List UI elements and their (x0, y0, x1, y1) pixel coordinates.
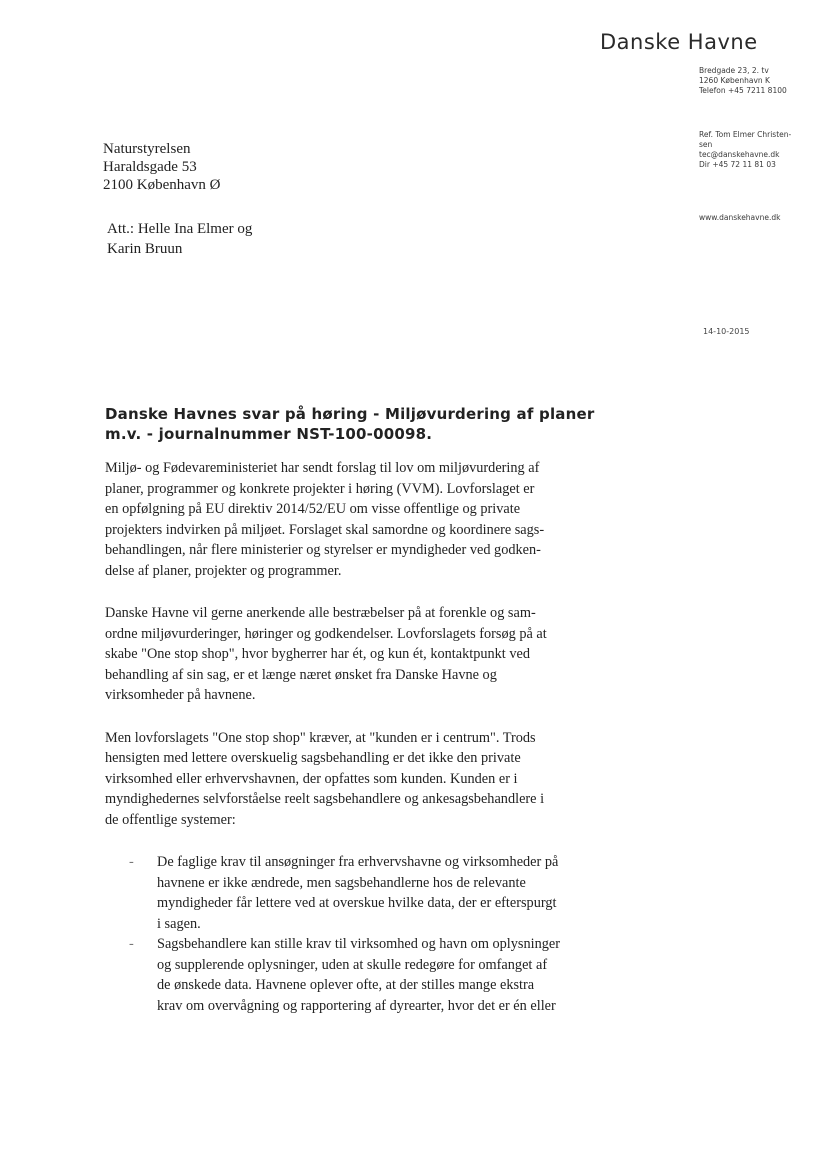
letter-subject (105, 405, 625, 444)
text-line: virksomheder på havnene. (105, 687, 256, 703)
text-line: planer, programmer og konkrete projekter i høring (VVM). Lovforslaget er (105, 480, 535, 497)
text-line: behandlingen, når flere ministerier og styrelser er myndigheder ved godken- (105, 542, 541, 558)
sender-reference: Ref. Tom Elmer Christen- (699, 130, 792, 139)
sender-address-line: Bredgade 23, 2. tv (699, 66, 769, 75)
recipient-address (103, 140, 220, 194)
text-line: Men lovforslagets "One stop shop" kræver, at "kunden er i centrum". Trods (105, 729, 536, 746)
text-line: en opfølgning på EU direktiv 2014/52/EU om visse offentlige og private (105, 501, 521, 517)
bullet-list (105, 852, 625, 1016)
text-line: de ønskede data. Havnene oplever ofte, at der stilles mange ekstra (157, 977, 535, 993)
sender-website: www.danskehavne.dk (699, 213, 781, 222)
text-line: myndigheder får lettere ved at overskue hvilke data, der er efterspurgt (157, 895, 557, 911)
subject-line: Danske Havnes svar på høring - Miljøvurdering af planer (105, 405, 595, 423)
paragraph (105, 603, 625, 706)
text-line: virksomhed eller erhvervshavnen, der opfattes som kunden. Kunden er i (105, 770, 518, 787)
paragraph (105, 728, 625, 831)
attention-line-2: Karin Bruun (107, 240, 183, 257)
text-line: havnene er ikke ændrede, men sagsbehandlerne hos de relevante (157, 874, 526, 891)
sender-direct-phone: Dir +45 72 11 81 03 (699, 160, 776, 170)
sender-address (699, 66, 787, 96)
sender-email: tec@danskehavne.dk (699, 150, 780, 160)
recipient-line: Naturstyrelsen (103, 141, 191, 157)
recipient-line: 2100 København Ø (103, 177, 221, 193)
paragraph (105, 458, 625, 581)
sender-address-line: 1260 København K (699, 76, 770, 86)
text-line: projekters indvirken på miljøet. Forslaget skal samordne og koordinere sags- (105, 521, 545, 538)
sender-logo: Danske Havne (600, 30, 758, 54)
text-line: skabe "One stop shop", hvor bygherrer har ét, og kun ét, kontaktpunkt ved (105, 646, 530, 662)
recipient-line: Haraldsgade 53 (103, 159, 197, 175)
letter-date: 14-10-2015 (703, 327, 750, 336)
bullet-marker: - (129, 936, 134, 952)
text-line: de offentlige systemer: (105, 811, 236, 828)
text-line: delse af planer, projekter og programmer. (105, 562, 342, 579)
text-line: og supplerende oplysninger, uden at skulle redegøre for omfanget af (157, 956, 548, 973)
text-line: ordne miljøvurderinger, høringer og godkendelser. Lovforslagets forsøg på at (105, 625, 547, 642)
text-line: Miljø- og Fødevareministeriet har sendt forslag til lov om miljøvurdering af (105, 460, 540, 476)
attention-line (107, 220, 252, 259)
sender-reference-cont: sen (699, 140, 713, 150)
text-line: hensigten med lettere overskuelig sagsbehandling er det ikke den private (105, 750, 521, 766)
letter-body (105, 458, 625, 1016)
list-item (105, 852, 625, 934)
text-line: Danske Havne vil gerne anerkende alle bestræbelser på at forenkle og sam- (105, 605, 536, 621)
subject-line: m.v. - journalnummer NST-100-00098. (105, 424, 433, 443)
sender-phone: Telefon +45 7211 8100 (699, 86, 787, 96)
sender-contact (699, 130, 791, 171)
text-line: krav om overvågning og rapportering af dyrearter, hvor det er én eller (157, 997, 556, 1014)
text-line: Sagsbehandlere kan stille krav til virksomhed og havn om oplysninger (157, 936, 561, 952)
text-line: myndighedernes selvforståelse reelt sagsbehandlere og ankesagsbehandlere i (105, 791, 545, 807)
list-item (105, 934, 625, 1016)
bullet-marker: - (129, 854, 134, 870)
text-line: behandling af sin sag, er et længe næret ønsket fra Danske Havne og (105, 666, 497, 683)
text-line: i sagen. (157, 915, 201, 932)
text-line: De faglige krav til ansøgninger fra erhvervshavne og virksomheder på (157, 854, 559, 870)
attention-line-1: Att.: Helle Ina Elmer og (107, 221, 253, 237)
